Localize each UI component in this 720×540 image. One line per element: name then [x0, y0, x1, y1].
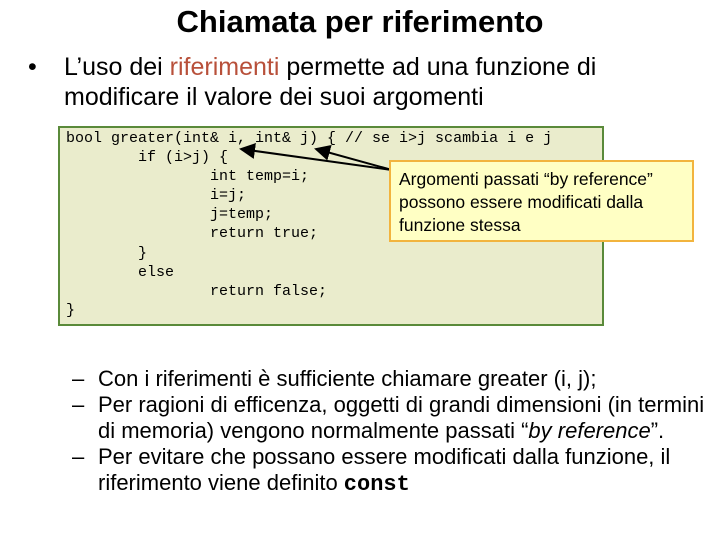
sub-bullet-text-pre: Per ragioni di efficenza, oggetti di grandi dimensioni (in termini di memoria) vengono normalmente passati “ — [98, 392, 705, 443]
bullet-marker: • — [28, 53, 37, 81]
reference-callout: Argomenti passati “by reference” possono essere modificati dalla funzione stessa — [389, 160, 694, 242]
code-line: j=temp; — [66, 206, 274, 224]
code-line: if (i>j) { — [66, 149, 229, 167]
code-line: i=j; — [66, 187, 247, 205]
sub-bullet-item — [72, 444, 712, 498]
sub-bullet-dash: – — [72, 366, 85, 391]
sub-bullet-emphasis: by reference — [528, 418, 651, 443]
bullet-text-highlight: riferimenti — [169, 53, 280, 81]
sub-bullet-item — [72, 392, 712, 444]
code-line: bool greater(int& i, int& j) { // se i>j scambia i e j — [66, 130, 553, 147]
code-line: return false; — [66, 282, 328, 300]
sub-bullet-text-pre: Per evitare che possano essere modificati dalla funzione, il riferimento viene definito — [98, 444, 671, 495]
code-line: else — [66, 263, 175, 281]
sub-bullet-list — [72, 366, 712, 498]
code-line: } — [66, 244, 148, 262]
arrow-to-param-i — [241, 149, 392, 170]
const-keyword: const — [343, 472, 410, 497]
bullet-text-pre: L’uso dei — [64, 53, 170, 81]
sub-bullet-text-post: ”. — [650, 418, 665, 443]
sub-bullet-item — [72, 366, 712, 392]
sub-bullet-text: Con i riferimenti è sufficiente chiamare greater (i, j); — [98, 366, 597, 391]
sub-bullet-dash: – — [72, 444, 85, 469]
arrow-to-param-j — [316, 149, 392, 170]
code-line: } — [66, 301, 76, 319]
sub-bullet-dash: – — [72, 392, 85, 417]
slide-title: Chiamata per riferimento — [176, 4, 544, 39]
bullet-text-post: permette ad una funzione di modificare il valore dei suoi argomenti — [64, 53, 597, 111]
code-line: int temp=i; — [66, 168, 310, 186]
code-line: return true; — [66, 225, 319, 243]
